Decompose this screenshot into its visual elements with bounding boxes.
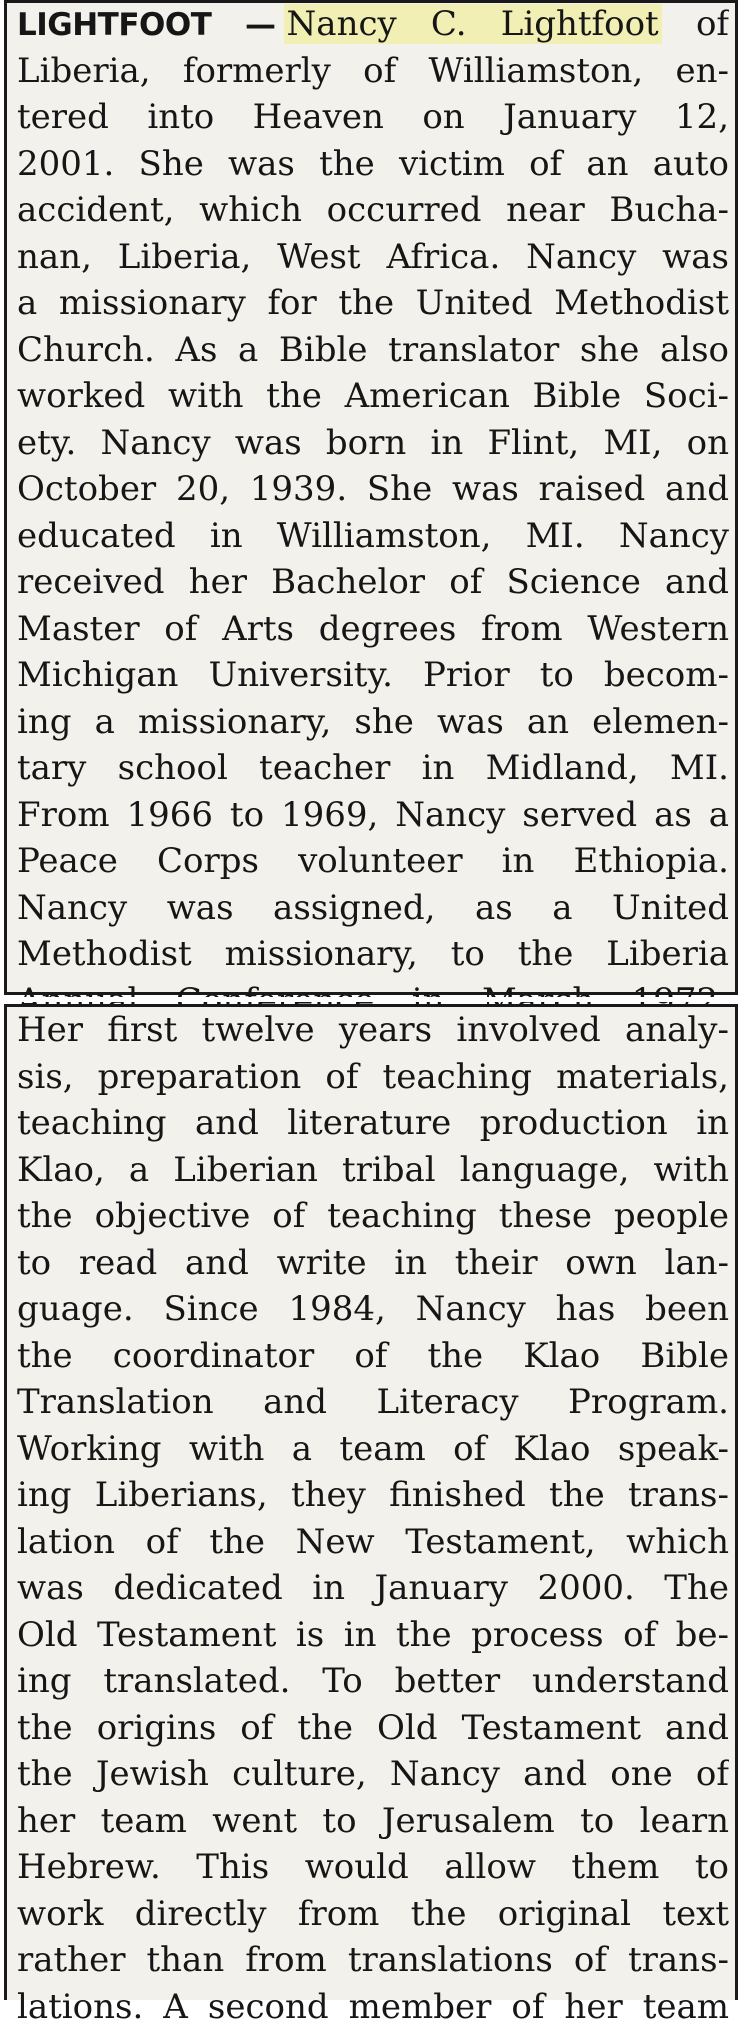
text-line: Peace Corps volunteer in Ethiopia. bbox=[17, 838, 729, 885]
text-line: Nancy was assigned, as a United bbox=[17, 885, 729, 932]
text-line: educated in Williamston, MI. Nancy bbox=[17, 513, 729, 560]
text-line: tary school teacher in Midland, MI. bbox=[17, 745, 729, 792]
text-line: lation of the New Testament, which bbox=[17, 1519, 729, 1566]
text-line: Church. As a Bible translator she also bbox=[17, 327, 729, 374]
text-line: rather than from translations of trans- bbox=[17, 1937, 729, 1984]
text-line: Liberia, formerly of Williamston, en- bbox=[17, 48, 729, 95]
obituary-clipping-part-one bbox=[4, 0, 738, 995]
first-line bbox=[17, 1, 729, 48]
text-line: sis, preparation of teaching materials, bbox=[17, 1054, 729, 1101]
text-line: ety. Nancy was born in Flint, MI, on bbox=[17, 420, 729, 467]
text-line: to read and write in their own lan- bbox=[17, 1240, 729, 1287]
text-line: work directly from the original text bbox=[17, 1891, 729, 1938]
text-line: guage. Since 1984, Nancy has been bbox=[17, 1286, 729, 1333]
obituary-text-part-two bbox=[17, 1007, 729, 2030]
obituary-clipping-part-two bbox=[4, 1004, 738, 2000]
text-line: the Jewish culture, Nancy and one of bbox=[17, 1751, 729, 1798]
text-line: the origins of the Old Testament and bbox=[17, 1705, 729, 1752]
text-line: a missionary for the United Methodist bbox=[17, 280, 729, 327]
text-line: worked with the American Bible Soci- bbox=[17, 373, 729, 420]
text-line: nan, Liberia, West Africa. Nancy was bbox=[17, 234, 729, 281]
text-line: Master of Arts degrees from Western bbox=[17, 606, 729, 653]
text-line: the coordinator of the Klao Bible bbox=[17, 1333, 729, 1380]
text-line: accident, which occurred near Bucha- bbox=[17, 187, 729, 234]
text-line: October 20, 1939. She was raised and bbox=[17, 466, 729, 513]
text-line: received her Bachelor of Science and bbox=[17, 559, 729, 606]
text-line: tered into Heaven on January 12, bbox=[17, 94, 729, 141]
text-line: From 1966 to 1969, Nancy served as a bbox=[17, 792, 729, 839]
text-line: ing a missionary, she was an elemen- bbox=[17, 699, 729, 746]
text-line: Methodist missionary, to the Liberia bbox=[17, 931, 729, 978]
text-line: Her first twelve years involved analy- bbox=[17, 1007, 729, 1054]
text-line: was dedicated in January 2000. The bbox=[17, 1565, 729, 1612]
text-line: the objective of teaching these people bbox=[17, 1193, 729, 1240]
text-line: Hebrew. This would allow them to bbox=[17, 1844, 729, 1891]
obituary-text-part-one bbox=[17, 1, 729, 1024]
text-line: ing Liberians, they finished the trans- bbox=[17, 1472, 729, 1519]
text-line: Working with a team of Klao speak- bbox=[17, 1426, 729, 1473]
text-line: 2001. She was the victim of an auto bbox=[17, 141, 729, 188]
text-line: Michigan University. Prior to becom- bbox=[17, 652, 729, 699]
highlighted-full-name: Nancy C. Lightfoot bbox=[284, 4, 662, 44]
text-line: teaching and literature production in bbox=[17, 1100, 729, 1147]
surname-heading: LIGHTFOOT — bbox=[17, 7, 276, 43]
text-line: ing translated. To better understand bbox=[17, 1658, 729, 1705]
text-line: lations. A second member of her team bbox=[17, 1984, 729, 2030]
text-line: Klao, a Liberian tribal language, with bbox=[17, 1147, 729, 1194]
text-line: her team went to Jerusalem to learn bbox=[17, 1798, 729, 1845]
clipping-seam bbox=[0, 997, 744, 1002]
text-line: Translation and Literacy Program. bbox=[17, 1379, 729, 1426]
text-line: Old Testament is in the process of be- bbox=[17, 1612, 729, 1659]
first-line-rest: of bbox=[696, 4, 729, 44]
